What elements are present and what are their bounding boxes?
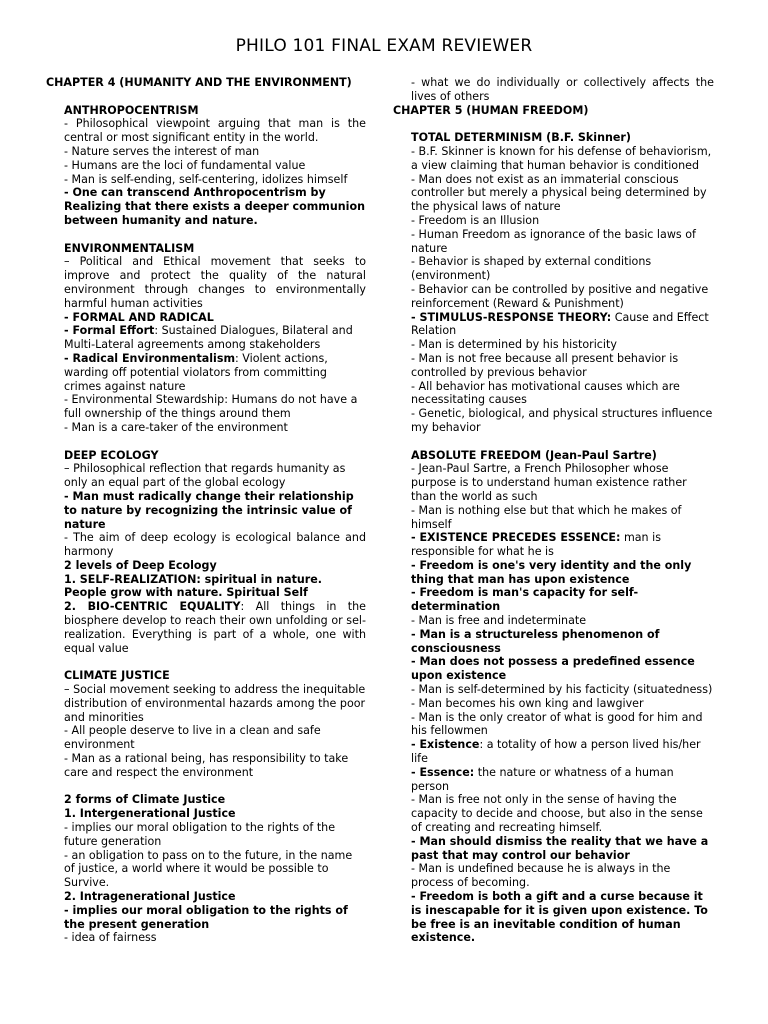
right-column-line: - Man is free and indeterminate xyxy=(411,614,587,628)
right-column-line: - Man is the only creator of what is good for him and his fellowmen xyxy=(411,710,703,738)
left-column-line: - implies our moral obligation to the rights of the present generation xyxy=(64,903,348,931)
left-column-line: 2. Intragenerational Justice xyxy=(64,890,236,904)
right-column-line: TOTAL DETERMINISM (B.F. Skinner) xyxy=(411,131,631,145)
right-column-line: - Man does not possess a predefined essence upon existence xyxy=(411,655,695,683)
right-column-line: - Man does not exist as an immaterial conscious controller but merely a physical being determined by the physical laws of nature xyxy=(411,172,707,214)
right-column-line xyxy=(393,766,714,794)
left-column-line xyxy=(46,600,366,655)
bold-label: - Formal Effort xyxy=(64,324,155,338)
left-column-line xyxy=(46,324,366,352)
line-text: : a totality of how a person lived his/her life xyxy=(411,738,701,766)
right-column-line: - Freedom is man's capacity for self-determination xyxy=(411,586,639,614)
left-column-line: 1. SELF-REALIZATION: spiritual in nature. People grow with nature. Spiritual Self xyxy=(64,572,322,600)
left-column-line: ENVIRONMENTALISM xyxy=(64,241,195,255)
left-column-line: 1. Intergenerational Justice xyxy=(64,807,236,821)
left-column-line: - Man as a rational being, has responsibility to take care and respect the environment xyxy=(64,752,349,779)
line-text: : Violent actions, warding off potential violators from committing crimes against nature xyxy=(64,351,328,393)
right-column xyxy=(393,76,714,945)
left-column-line: 2 forms of Climate Justice xyxy=(64,793,226,807)
left-column-line: 2 levels of Deep Ecology xyxy=(64,558,217,572)
bold-label: - STIMULUS-RESPONSE THEORY: xyxy=(411,310,612,324)
left-column xyxy=(46,76,366,945)
left-column-line: - implies our moral obligation to the rights of the future generation xyxy=(64,821,336,848)
left-column-line: CLIMATE JUSTICE xyxy=(64,669,170,683)
right-column-line: - Freedom is one's very identity and the only thing that man has upon existence xyxy=(411,558,692,586)
left-column-line: - Environmental Stewardship: Humans do not have a full ownership of the things around them xyxy=(64,393,358,421)
left-column-line: - All people deserve to live in a clean and safe environment xyxy=(64,724,321,752)
right-column-line xyxy=(393,531,714,559)
right-column-line: - Genetic, biological, and physical structures influence my behavior xyxy=(411,407,713,434)
line-text: : Sustained Dialogues, Bilateral and Multi-Lateral agreements among stakeholders xyxy=(64,324,353,352)
left-column-line: DEEP ECOLOGY xyxy=(64,448,159,462)
bold-label: - Existence xyxy=(411,738,480,752)
left-column-line: - Man is self-ending, self-centering, idolizes himself xyxy=(64,172,348,186)
left-column-line: – Social movement seeking to address the inequitable distribution of environmental hazards among the poor and minorities xyxy=(64,683,366,724)
left-column-line: - Man is a care-taker of the environment xyxy=(64,420,288,434)
right-column-line: - Man is a structureless phenomenon of consciousness xyxy=(411,627,660,655)
bold-label: - EXISTENCE PRECEDES ESSENCE: xyxy=(411,531,621,545)
left-column-line: - The aim of deep ecology is ecological balance and harmony xyxy=(64,531,366,559)
bold-label: - Radical Environmentalism xyxy=(64,351,236,365)
line-text: : All things in the biosphere develop to reach their own unfolding or sel-realization. Everything is part of a whole, one with equal value xyxy=(64,600,366,655)
right-column-line: - Behavior is shaped by external conditions (environment) xyxy=(411,255,652,283)
right-column-line xyxy=(393,311,714,339)
right-column-line: - Man is not free because all present behavior is controlled by previous behavior xyxy=(411,351,679,379)
right-column-line: - Man is determined by his historicity xyxy=(411,338,617,352)
line-text: Cause and Effect Relation xyxy=(411,310,709,338)
right-column-line: - Man is free not only in the sense of having the capacity to decide and choose, but also in the sense of creating and recreating himself. xyxy=(411,793,703,835)
right-column-line: - Man becomes his own king and lawgiver xyxy=(411,696,644,710)
left-column-line: - One can transcend Anthropocentrism by Realizing that there exists a deeper communion between humanity and nature. xyxy=(64,186,365,227)
left-column-line: - Nature serves the interest of man xyxy=(64,144,260,158)
left-column-line: CHAPTER 4 (HUMANITY AND THE ENVIRONMENT) xyxy=(46,76,352,89)
left-column-line: ANTHROPOCENTRISM xyxy=(64,103,199,117)
left-column-line: - an obligation to pass on to the future, in the name of justice, a world where it would be possible to Survive. xyxy=(64,848,353,890)
right-column-line: - Man should dismiss the reality that we have a past that may control our behavior xyxy=(411,834,709,862)
right-column-line: - Man is self-determined by his facticity (situatedness) xyxy=(411,683,713,697)
right-column-line: ABSOLUTE FREEDOM (Jean-Paul Sartre) xyxy=(411,448,657,462)
left-column-line: - FORMAL AND RADICAL xyxy=(64,310,214,324)
left-column-line: - Man must radically change their relationship to nature by recognizing the intrinsic value of nature xyxy=(64,489,354,531)
right-column-line: - Freedom is an Illusion xyxy=(411,213,540,227)
left-column-line: - idea of fairness xyxy=(64,931,157,945)
line-text: the nature or whatness of a human person xyxy=(411,765,674,793)
right-column-line: - Jean-Paul Sartre, a French Philosopher whose purpose is to understand human existence rather than the world as such xyxy=(411,462,687,503)
right-column-line: - B.F. Skinner is known for his defense of behaviorism, a view claiming that human behavior is conditioned xyxy=(411,144,712,172)
right-column-line xyxy=(393,738,714,766)
left-column-line: - Philosophical viewpoint arguing that man is the central or most significant entity in the world. xyxy=(64,117,366,145)
bold-label: 2. BIO-CENTRIC EQUALITY xyxy=(64,600,241,614)
left-column-line: - Humans are the loci of fundamental value xyxy=(64,158,306,172)
right-column-line: - Behavior can be controlled by positive and negative reinforcement (Reward & Punishment) xyxy=(411,282,709,310)
right-column-line: - what we do individually or collectively affects the lives of others xyxy=(411,76,714,103)
right-column-line: - Human Freedom as ignorance of the basic laws of nature xyxy=(411,227,696,255)
right-column-line: - Freedom is both a gift and a curse because it is inescapable for it is given upon existence. To be free is an inevitable condition of human existence. xyxy=(411,890,708,945)
left-column-line: – Political and Ethical movement that seeks to improve and protect the quality of the natural environment through changes to environmentally harmful human activities xyxy=(64,255,366,310)
right-column-line: - Man is nothing else but that which he makes of himself xyxy=(411,503,682,531)
left-column-line: – Philosophical reflection that regards humanity as only an equal part of the global ecology xyxy=(64,462,346,490)
document-title: PHILO 101 FINAL EXAM REVIEWER xyxy=(235,36,533,56)
line-text: man is responsible for what he is xyxy=(411,531,661,559)
bold-label: - Essence: xyxy=(411,765,475,779)
right-column-line: - All behavior has motivational causes which are necessitating causes xyxy=(411,379,680,407)
left-column-line xyxy=(46,352,366,393)
right-column-line: CHAPTER 5 (HUMAN FREEDOM) xyxy=(393,103,589,117)
right-column-line: - Man is undefined because he is always in the process of becoming. xyxy=(411,862,671,890)
